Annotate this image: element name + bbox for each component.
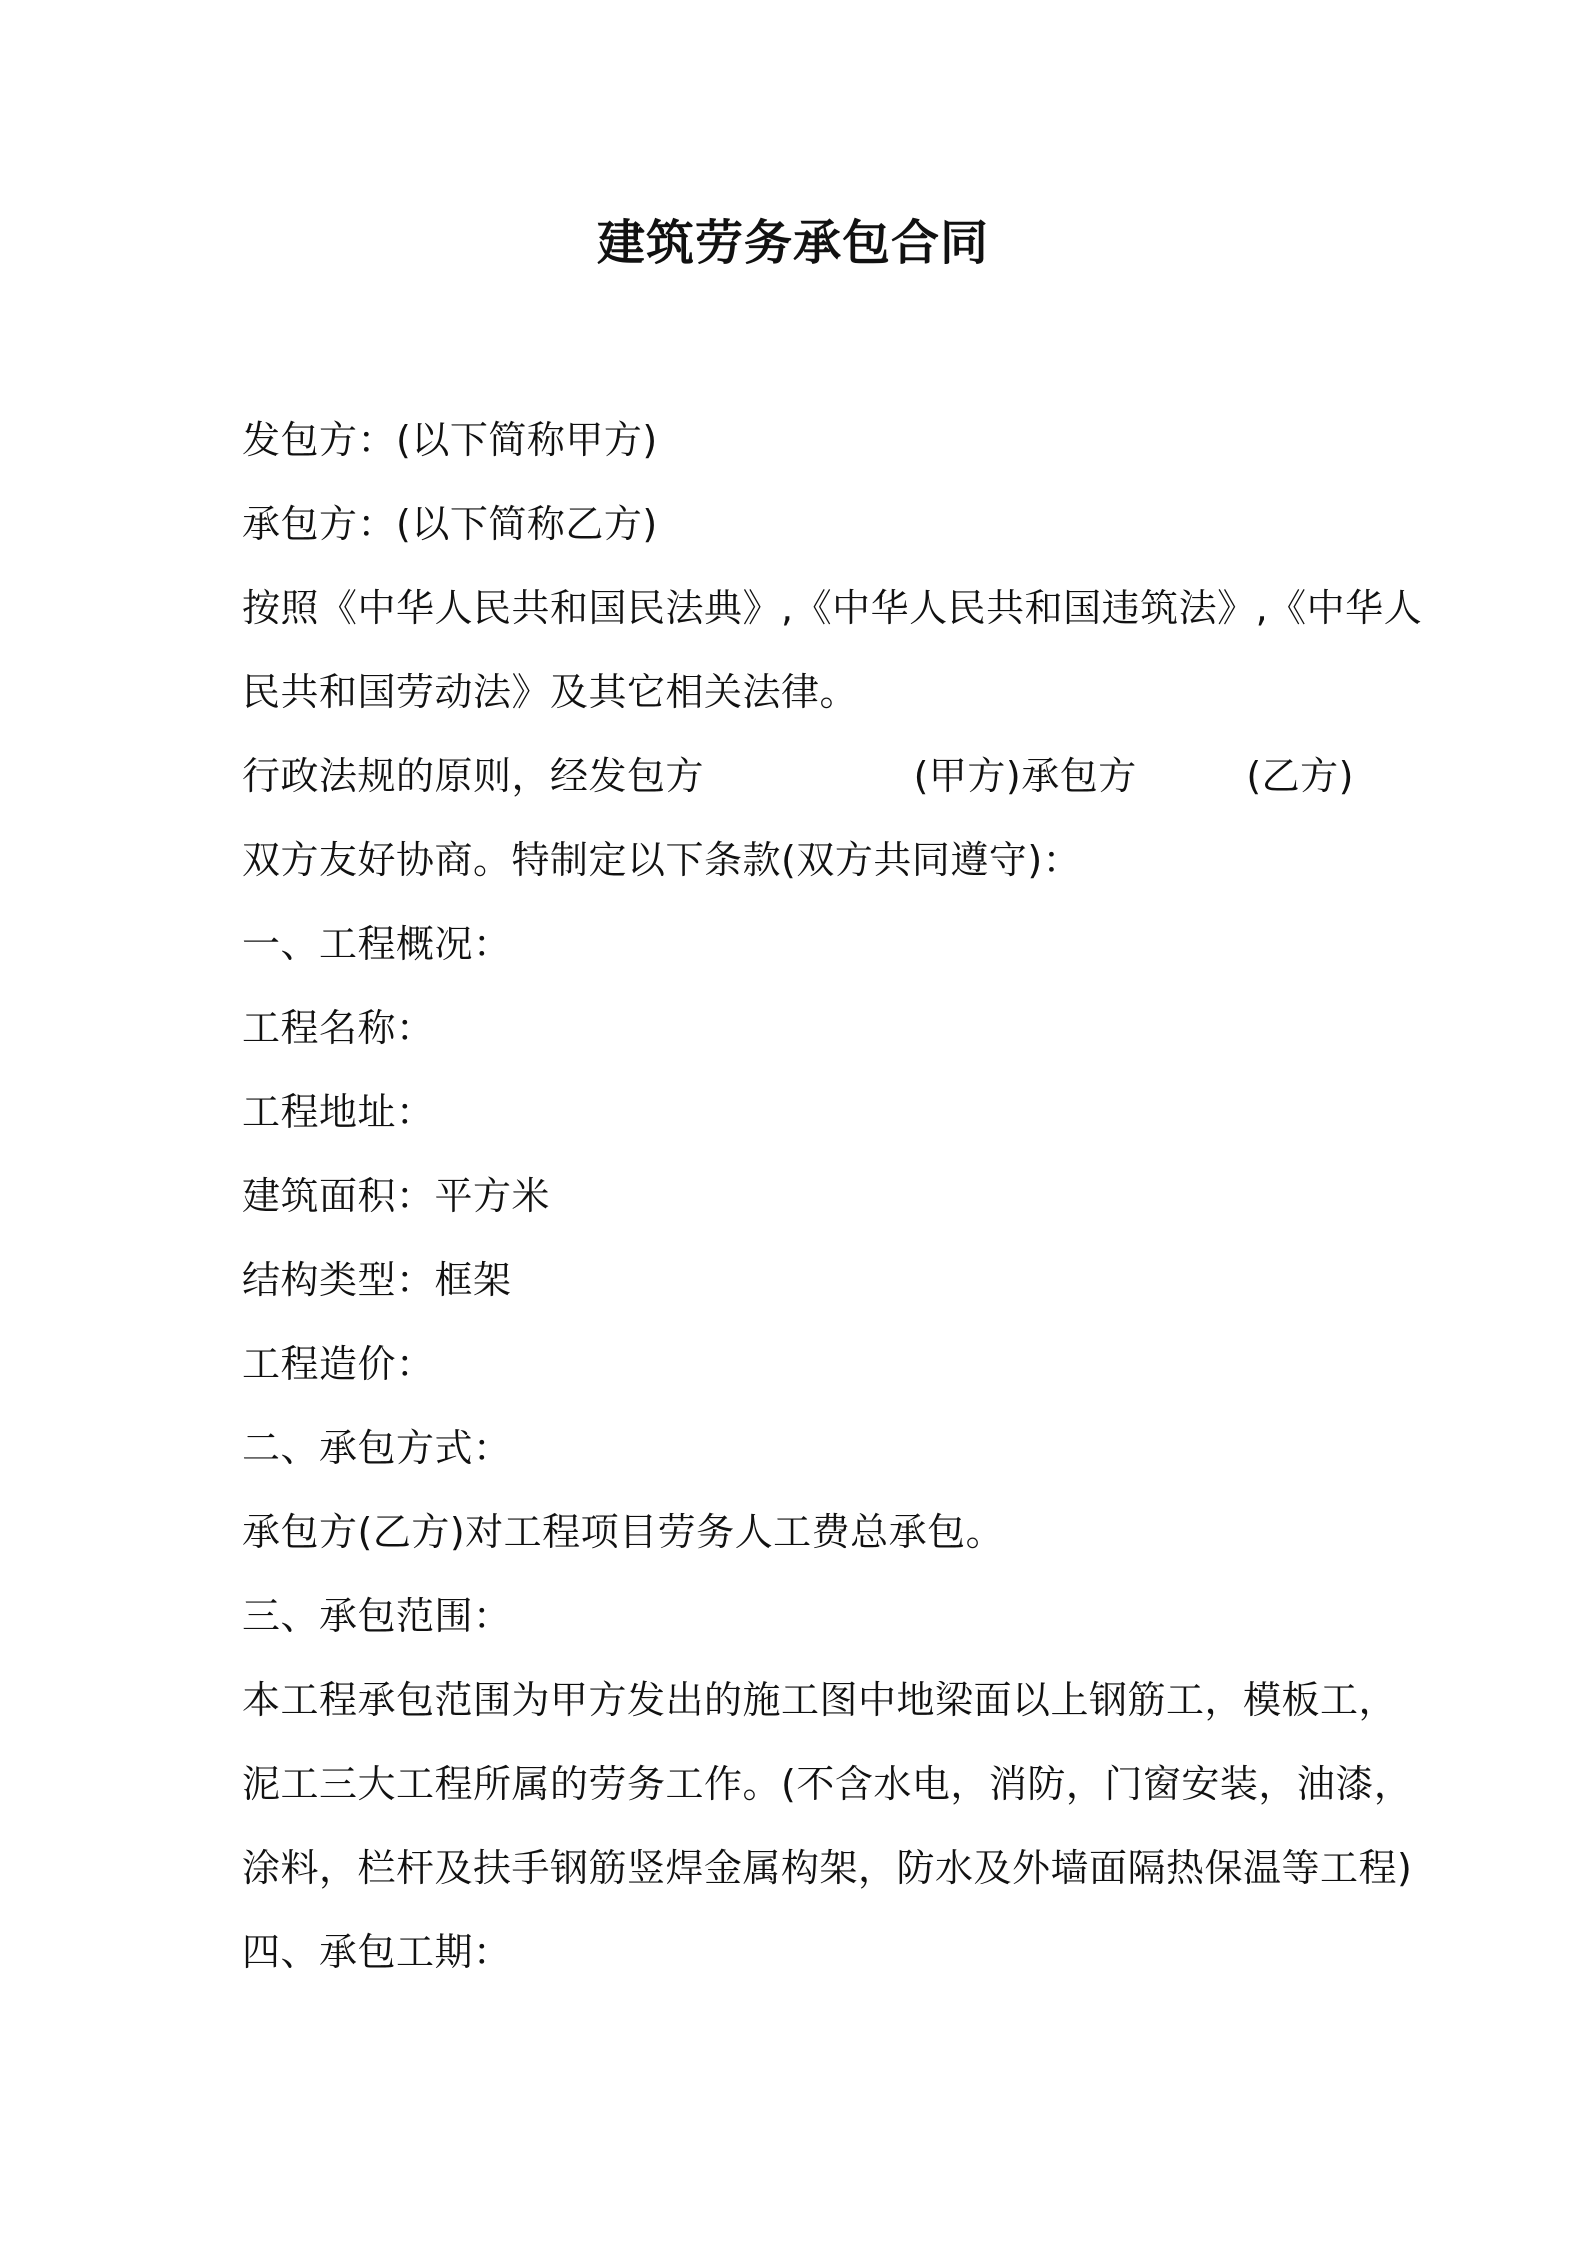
scope-line-3: 涂料，栏杆及扶手钢筋竖焊金属构架，防水及外墙面隔热保温等工程) bbox=[242, 1846, 1413, 1890]
scope-line-2: 泥工三大工程所属的劳务工作。(不含水电，消防，门窗安装，油漆， bbox=[242, 1762, 1413, 1806]
project-name-field: 工程名称： bbox=[242, 1006, 435, 1050]
principle-line bbox=[242, 734, 1354, 818]
section-4-heading: 四、承包工期： bbox=[242, 1930, 512, 1974]
project-cost-field: 工程造价： bbox=[242, 1342, 435, 1386]
section-1-heading: 一、工程概况： bbox=[242, 922, 512, 966]
principle-part-2: (甲方)承包方 bbox=[913, 754, 1137, 798]
principle-part-1: 行政法规的原则，经发包方 bbox=[242, 754, 705, 798]
document-title: 建筑劳务承包合同 bbox=[596, 215, 989, 271]
principle-part-3: (乙方) bbox=[1246, 754, 1354, 798]
project-address-field: 工程地址： bbox=[242, 1090, 435, 1134]
scope-line-1: 本工程承包范围为甲方发出的施工图中地梁面以上钢筋工，模板工， bbox=[242, 1678, 1398, 1722]
agreement-line: 双方友好协商。特制定以下条款(双方共同遵守)： bbox=[242, 838, 1082, 882]
contract-method-text: 承包方(乙方)对工程项目劳务人工费总承包。 bbox=[242, 1510, 1005, 1554]
building-area-field: 建筑面积：平方米 bbox=[242, 1174, 551, 1218]
structure-type-field: 结构类型：框架 bbox=[242, 1258, 512, 1302]
section-2-heading: 二、承包方式： bbox=[242, 1426, 512, 1470]
legal-basis-line-1: 按照《中华人民共和国民法典》,《中华人民共和国违筑法》,《中华人 bbox=[242, 586, 1423, 630]
party-b-line: 承包方：(以下简称乙方) bbox=[242, 502, 658, 546]
party-a-line: 发包方：(以下简称甲方) bbox=[242, 418, 658, 462]
legal-basis-line-2: 民共和国劳动法》及其它相关法律。 bbox=[242, 670, 859, 714]
document-body bbox=[242, 398, 1423, 1994]
section-3-heading: 三、承包范围： bbox=[242, 1594, 512, 1638]
